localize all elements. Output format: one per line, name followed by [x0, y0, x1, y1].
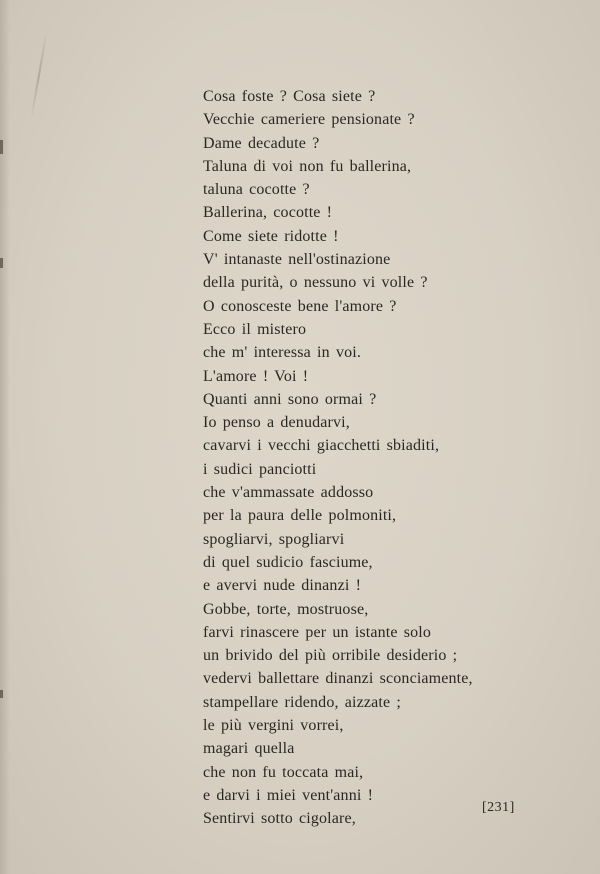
poem-line: vedervi ballettare dinanzi sconciamente, — [203, 670, 473, 688]
poem-line: che non fu toccata mai, — [203, 763, 364, 781]
poem-line: Sentirvi sotto cigolare, — [203, 810, 356, 828]
poem-line: della purità, o nessuno vi volle ? — [203, 274, 428, 292]
page-gutter-shadow — [0, 0, 10, 874]
poem-line: le più vergini vorrei, — [203, 717, 344, 735]
poem-line: e avervi nude dinanzi ! — [203, 577, 362, 595]
poem-line: che m' interessa in voi. — [203, 344, 361, 362]
poem-text — [203, 85, 473, 831]
paper-crease — [30, 31, 48, 120]
poem-line: Come siete ridotte ! — [203, 227, 339, 245]
poem-line: i sudici panciotti — [203, 460, 317, 478]
poem-line: spogliarvi, spogliarvi — [203, 530, 345, 548]
poem-line: Ecco il mistero — [203, 320, 307, 338]
poem-line: cavarvi i vecchi giacchetti sbiaditi, — [203, 437, 440, 455]
poem-line: V' intanaste nell'ostinazione — [203, 251, 391, 269]
poem-line: Taluna di voi non fu ballerina, — [203, 157, 412, 175]
poem-line: Quanti anni sono ormai ? — [203, 390, 377, 408]
page-number: [231] — [482, 800, 515, 815]
poem-line: un brivido del più orribile desiderio ; — [203, 647, 458, 665]
poem-line: Io penso a denudarvi, — [203, 414, 350, 432]
poem-line: Ballerina, cocotte ! — [203, 204, 333, 222]
edge-mark — [0, 690, 3, 698]
poem-line: L'amore ! Voi ! — [203, 367, 309, 385]
poem-line: Vecchie cameriere pensionate ? — [203, 111, 415, 129]
poem-line: e darvi i miei vent'anni ! — [203, 786, 374, 804]
poem-line: di quel sudicio fasciume, — [203, 553, 373, 571]
poem-line: farvi rinascere per un istante solo — [203, 623, 432, 641]
poem-line: Gobbe, torte, mostruose, — [203, 600, 369, 618]
poem-line: Cosa foste ? Cosa siete ? — [203, 88, 376, 105]
poem-line: per la paura delle polmoniti, — [203, 507, 397, 525]
edge-mark — [0, 258, 3, 268]
poem-line: che v'ammassate addosso — [203, 484, 374, 502]
edge-mark — [0, 140, 3, 154]
poem-line: Dame decadute ? — [203, 134, 320, 152]
poem-line: O conosceste bene l'amore ? — [203, 297, 397, 315]
poem-line: stampellare ridendo, aizzate ; — [203, 693, 401, 711]
poem-line: magari quella — [203, 740, 295, 758]
poem-line: taluna cocotte ? — [203, 181, 310, 199]
